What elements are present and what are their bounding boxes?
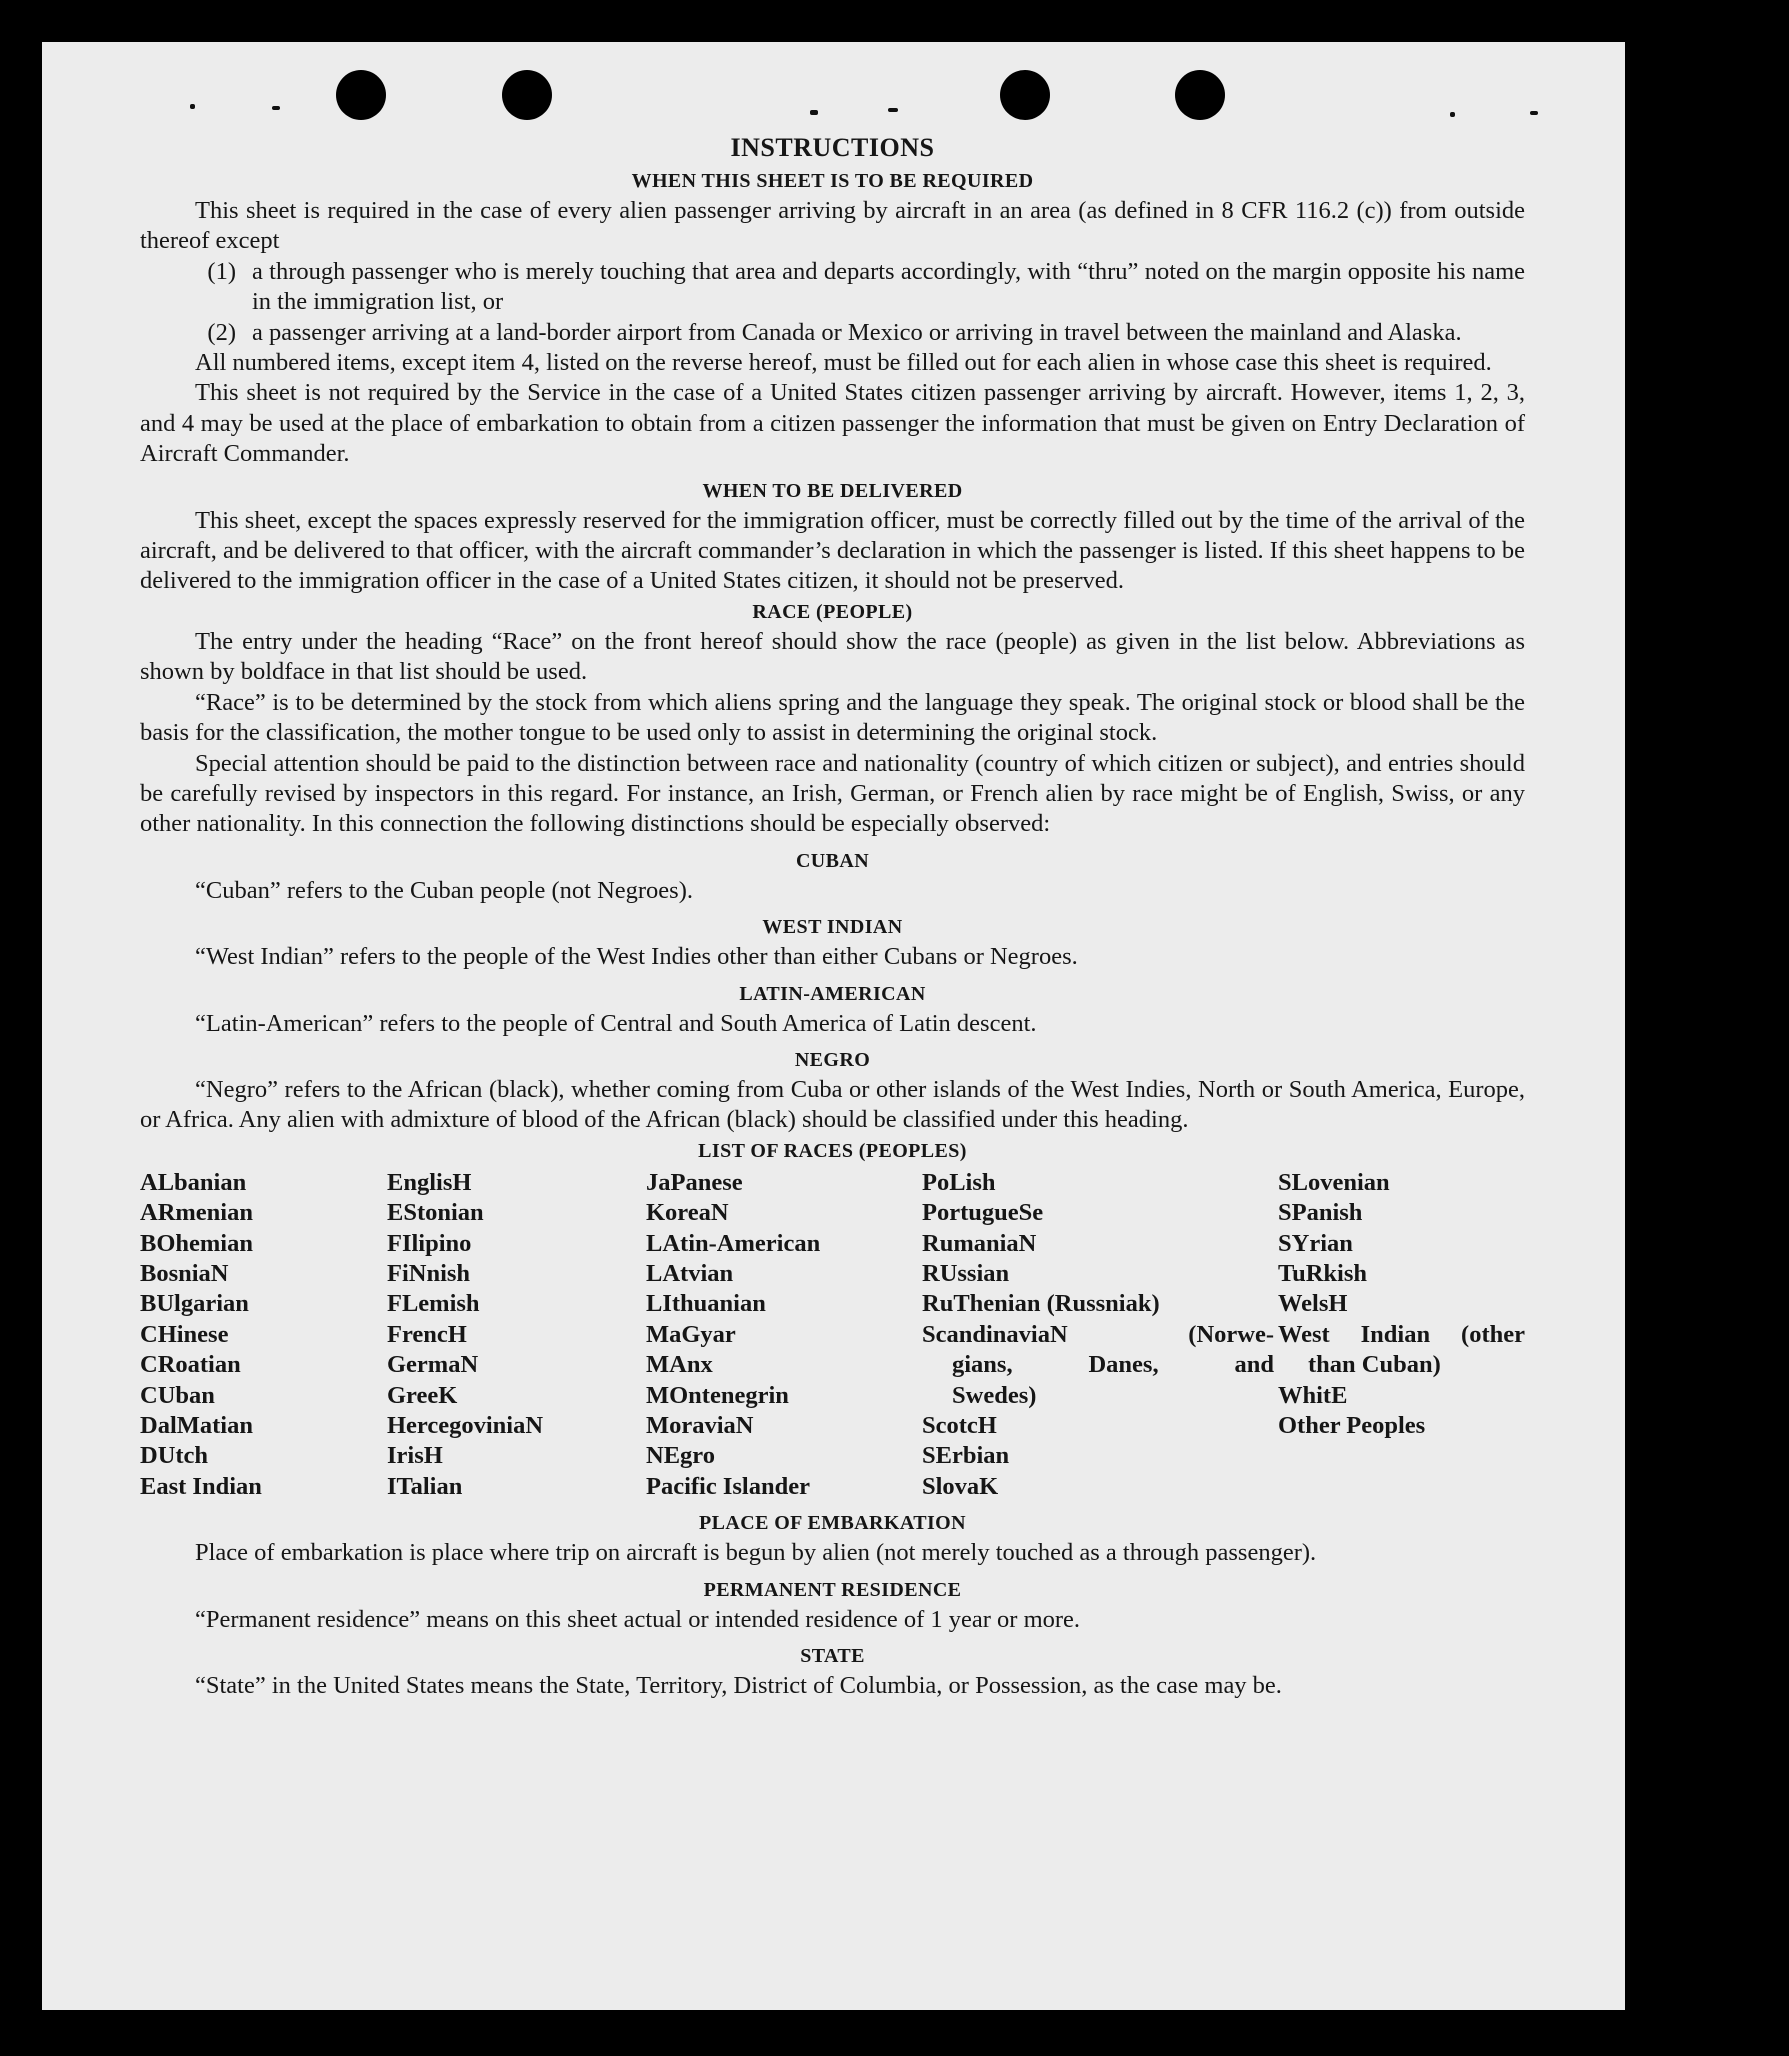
race-entry: FrencH xyxy=(387,1320,467,1348)
negro-text: “Negro” refers to the African (black), whether coming from Cuba or other islands of the West Indies, North or South America, Europe, or Africa. Any alien with admixture of blood of the African (black) should be classified under this heading. xyxy=(140,1075,1525,1134)
speck xyxy=(190,104,195,109)
race-entry: SPanish xyxy=(1278,1199,1363,1227)
speck xyxy=(810,110,818,115)
race-entry: ARmenian xyxy=(140,1199,253,1227)
race-entry: PoLish xyxy=(922,1168,996,1196)
race-entry: WhitE xyxy=(1278,1381,1348,1409)
latin-american-text: “Latin-American” refers to the people of Central and South America of Latin descent. xyxy=(195,1009,1037,1037)
race-entry: BOhemian xyxy=(140,1229,253,1257)
race-para: Special attention should be paid to the distinction between race and nationality (country of which citizen or subject), and entries should be carefully revised by inspectors in this regard. For instance, an Irish, German, or French alien by race might be of English, Swiss, or any other nationality. In this connection the following distinctions should be especially observed: xyxy=(140,749,1525,838)
race-entry: EStonian xyxy=(387,1199,484,1227)
race-column xyxy=(387,1168,646,1502)
state-text: “State” in the United States means the State, Territory, District of Columbia, or Possession, as the case may be. xyxy=(195,1672,1282,1700)
race-entry: SYrian xyxy=(1278,1229,1353,1257)
embarkation-text: Place of embarkation is place where trip on aircraft is begun by alien (not merely touched as a through passenger). xyxy=(195,1539,1317,1567)
race-entry: CHinese xyxy=(140,1320,229,1348)
race-entry: ALbanian xyxy=(140,1168,247,1196)
heading-permanent-residence: PERMANENT RESIDENCE xyxy=(703,1578,962,1601)
speck xyxy=(272,106,280,110)
page-title: INSTRUCTIONS xyxy=(730,133,935,162)
race-entry: CRoatian xyxy=(140,1351,241,1379)
heading-list-of-races: LIST OF RACES (PEOPLES) xyxy=(698,1139,967,1162)
speck xyxy=(1530,111,1538,115)
race-entry: NEgro xyxy=(646,1442,715,1470)
race-entry: FLemish xyxy=(387,1290,480,1318)
race-entry: TuRkish xyxy=(1278,1259,1368,1287)
race-para: The entry under the heading “Race” on the front hereof should show the race (people) as given in the list below. Abbreviations as shown by boldface in that list should be used. xyxy=(140,627,1525,686)
race-para: “Race” is to be determined by the stock from which aliens spring and the language they speak. The original stock or blood shall be the basis for the classification, the mother tongue to be used only to assist in determining the original stock. xyxy=(140,688,1525,747)
race-entry: SLovenian xyxy=(1278,1168,1390,1196)
punch-hole xyxy=(502,70,552,120)
race-entry: West Indian (other xyxy=(1278,1320,1525,1348)
race-entry: GreeK xyxy=(387,1381,458,1409)
heading-latin-american: LATIN-AMERICAN xyxy=(739,982,926,1005)
race-entry: DalMatian xyxy=(140,1412,253,1439)
race-entry: SErbian xyxy=(922,1442,1010,1470)
race-entry: LIthuanian xyxy=(646,1290,766,1318)
race-entry: MOntenegrin xyxy=(646,1381,789,1409)
item-text: a through passenger who is merely touching that area and departs accordingly, with “thru” noted on the margin opposite his name in the immigration list, or xyxy=(252,257,1525,316)
race-column xyxy=(140,1168,387,1502)
race-entry: WelsH xyxy=(1278,1290,1348,1318)
race-entry: SlovaK xyxy=(922,1472,999,1500)
race-entry: Other Peoples xyxy=(1278,1412,1426,1439)
heading-cuban: CUBAN xyxy=(795,849,870,872)
instructions-text xyxy=(140,130,1525,1701)
west-indian-text: “West Indian” refers to the people of the West Indies other than either Cubans or Negroes. xyxy=(195,943,1078,971)
punch-hole xyxy=(1175,70,1225,120)
speck xyxy=(888,108,898,112)
race-entry: PortugueSe xyxy=(922,1199,1044,1227)
race-entry: JaPanese xyxy=(646,1168,743,1196)
race-entry: RumaniaN xyxy=(922,1229,1037,1257)
exception-item xyxy=(140,257,1525,318)
race-entry: MoraviaN xyxy=(646,1412,754,1439)
cuban-text: “Cuban” refers to the Cuban people (not Negroes). xyxy=(195,876,693,904)
race-entry: Pacific Islander xyxy=(646,1472,810,1500)
race-entry: MaGyar xyxy=(646,1320,736,1348)
heading-negro: NEGRO xyxy=(794,1048,871,1071)
speck xyxy=(1450,112,1455,117)
race-entry: BosniaN xyxy=(140,1259,229,1287)
race-entry: IrisH xyxy=(387,1442,443,1470)
heading-race: RACE (PEOPLE) xyxy=(752,600,913,623)
heading-delivered: WHEN TO BE DELIVERED xyxy=(702,479,963,502)
race-entry: BUlgarian xyxy=(140,1290,249,1318)
required-para: This sheet is not required by the Service in the case of a United States citizen passenger arriving by aircraft. However, items 1, 2, 3, and 4 may be used at the place of embarkation to obtain from a citizen passenger the information that must be given on Entry Declaration of Aircraft Commander. xyxy=(140,379,1525,468)
document-page xyxy=(42,42,1625,2010)
residence-text: “Permanent residence” means on this sheet actual or intended residence of 1 year or more. xyxy=(195,1605,1081,1633)
heading-required: WHEN THIS SHEET IS TO BE REQUIRED xyxy=(631,170,1034,192)
heading-west-indian: WEST INDIAN xyxy=(762,916,903,939)
required-intro: This sheet is required in the case of every alien passenger arriving by aircraft in an area (as defined in 8 CFR 116.2 (c)) from outside thereof except xyxy=(140,197,1525,255)
heading-state: STATE xyxy=(800,1645,865,1668)
exception-item xyxy=(140,318,1525,348)
item-number: (2) xyxy=(207,318,236,346)
race-entry: LAtvian xyxy=(646,1259,734,1287)
race-entry: ITalian xyxy=(387,1472,463,1500)
race-entry: GermaN xyxy=(387,1351,479,1379)
race-entry: FIlipino xyxy=(387,1229,472,1257)
race-entry: than Cuban) xyxy=(1308,1351,1441,1379)
race-entry: DUtch xyxy=(140,1442,209,1470)
race-entry: EnglisH xyxy=(387,1168,472,1196)
race-entry: HercegoviniaN xyxy=(387,1412,544,1439)
race-entry: gians, Danes, and xyxy=(952,1351,1274,1379)
item-number: (1) xyxy=(207,257,236,285)
race-entry: ScandinaviaN (Norwe- xyxy=(922,1320,1274,1348)
race-entry: East Indian xyxy=(140,1472,262,1500)
race-entry: RuThenian (Russniak) xyxy=(922,1290,1160,1318)
delivered-text: This sheet, except the spaces expressly reserved for the immigration officer, must be correctly filled out by the time of the arrival of the aircraft, and be delivered to that officer, with the aircraft commander’s declaration in which the passenger is listed. If this sheet happens to be delivered to the immigration officer in the case of a United States citizen, it should not be preserved. xyxy=(140,506,1525,595)
race-entry: CUban xyxy=(140,1381,215,1409)
race-entry: LAtin-American xyxy=(646,1229,821,1257)
heading-embarkation: PLACE OF EMBARKATION xyxy=(699,1512,966,1535)
race-entry: MAnx xyxy=(646,1351,713,1379)
race-column xyxy=(1278,1168,1525,1502)
race-list xyxy=(140,1168,1525,1502)
race-entry: ScotcH xyxy=(922,1412,997,1439)
required-para: All numbered items, except item 4, listed on the reverse hereof, must be filled out for each alien in whose case this sheet is required. xyxy=(195,349,1492,377)
punch-hole xyxy=(1000,70,1050,120)
race-entry: KoreaN xyxy=(646,1199,729,1227)
punch-hole xyxy=(336,70,386,120)
race-entry: FiNnish xyxy=(387,1259,471,1287)
race-entry: RUssian xyxy=(922,1259,1010,1287)
race-column xyxy=(646,1168,922,1502)
race-entry: Swedes) xyxy=(952,1381,1037,1409)
race-column xyxy=(922,1168,1278,1502)
item-text: a passenger arriving at a land-border airport from Canada or Mexico or arriving in travel between the mainland and Alaska. xyxy=(252,318,1462,346)
